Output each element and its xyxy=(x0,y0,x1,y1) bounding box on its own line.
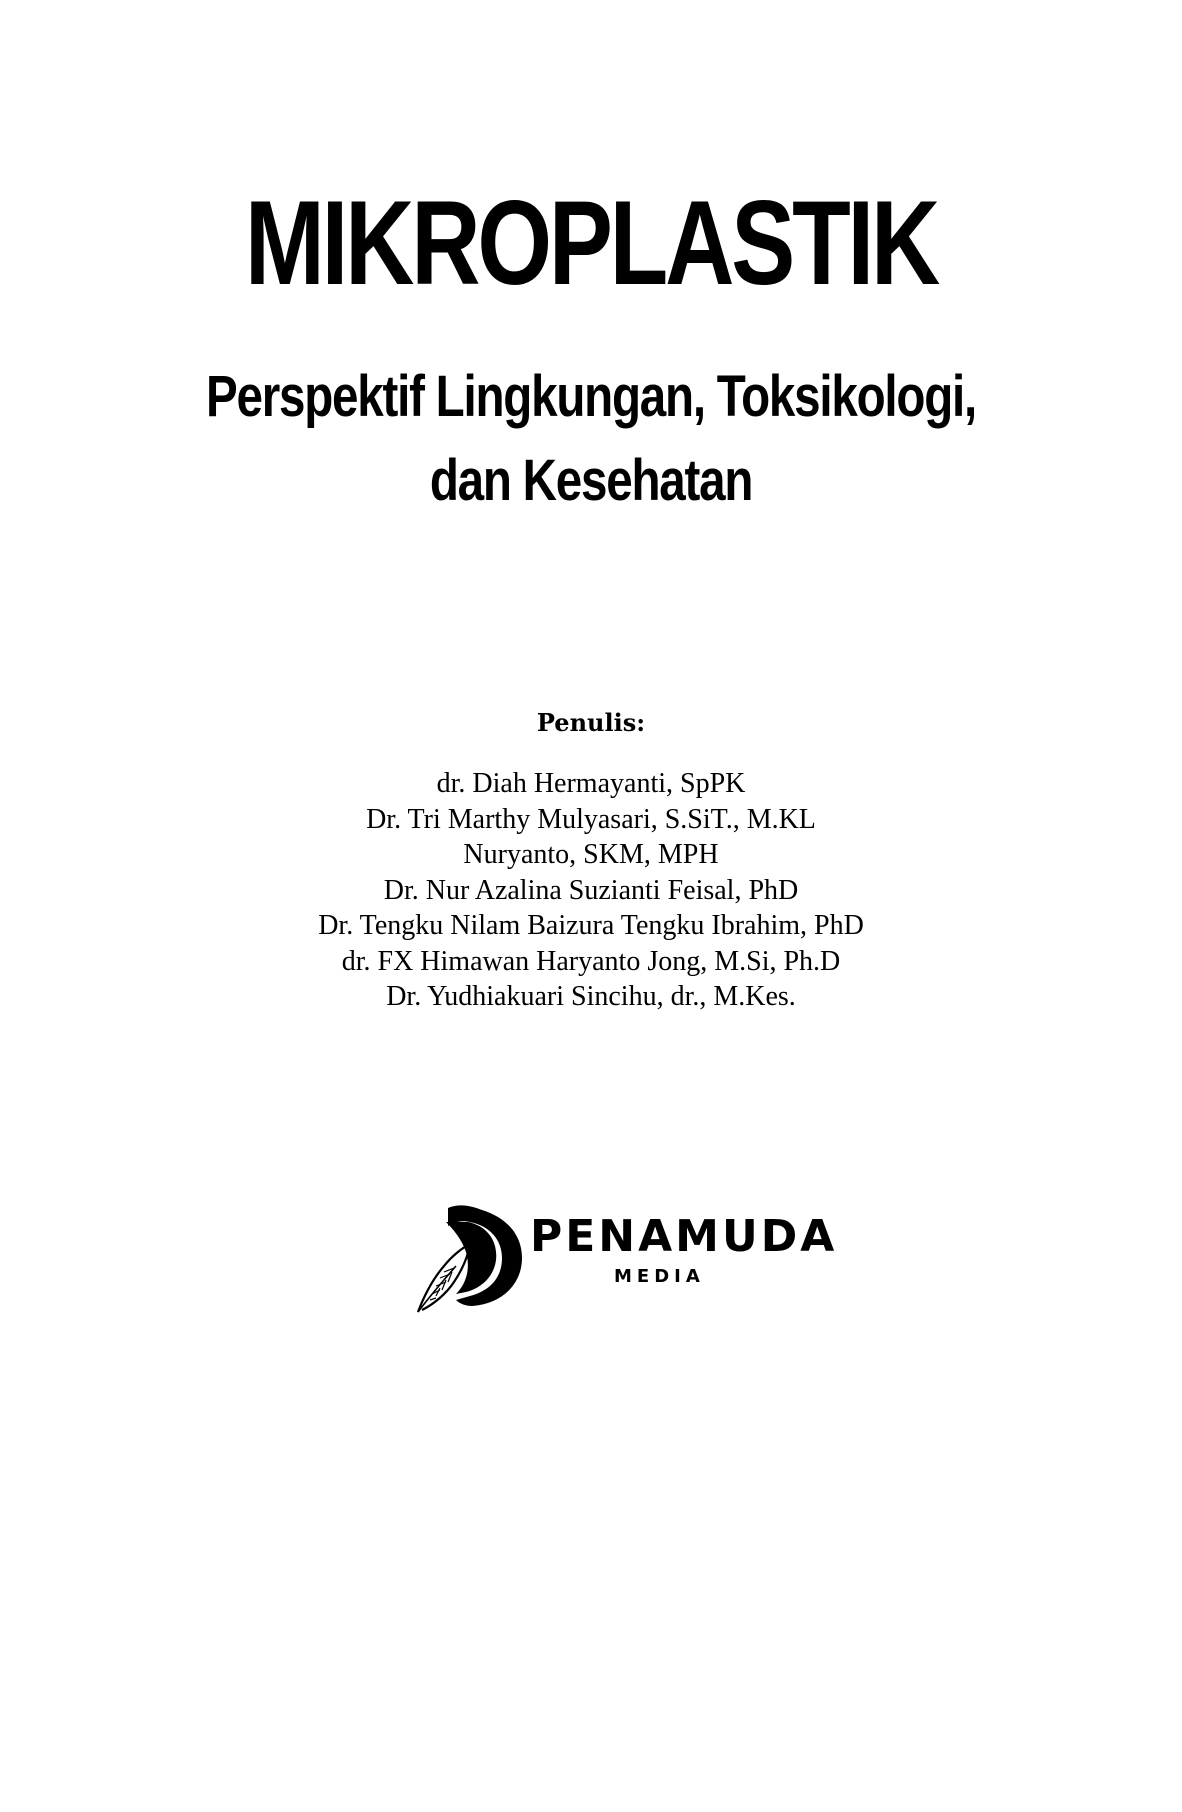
publisher-logo xyxy=(410,1200,838,1320)
book-subtitle-line-2: dan Kesehatan xyxy=(429,448,753,513)
author-name: Dr. Tri Marthy Mulyasari, S.SiT., M.KL xyxy=(366,803,816,835)
author-name: Dr. Nur Azalina Suzianti Feisal, PhD xyxy=(383,874,799,906)
publisher-subname: MEDIA xyxy=(614,1266,705,1287)
book-subtitle-line-1: Perspektif Lingkungan, Toksikologi, xyxy=(206,364,976,429)
author-name: Dr. Yudhiakuari Sincihu, dr., M.Kes. xyxy=(386,981,796,1012)
authors-list xyxy=(0,766,1182,1015)
feather-d-logo-icon xyxy=(410,1200,530,1320)
author-name: dr. Diah Hermayanti, SpPK xyxy=(436,768,746,799)
author-name: Nuryanto, SKM, MPH xyxy=(463,839,719,870)
author-name: dr. FX Himawan Haryanto Jong, M.Si, Ph.D xyxy=(341,945,841,977)
authors-label: Penulis: xyxy=(536,708,646,737)
author-name: Dr. Tengku Nilam Baizura Tengku Ibrahim, PhD xyxy=(318,910,864,941)
publisher-name: PENAMUDA xyxy=(530,1211,838,1262)
book-title: MIKROPLASTIK xyxy=(244,176,938,310)
